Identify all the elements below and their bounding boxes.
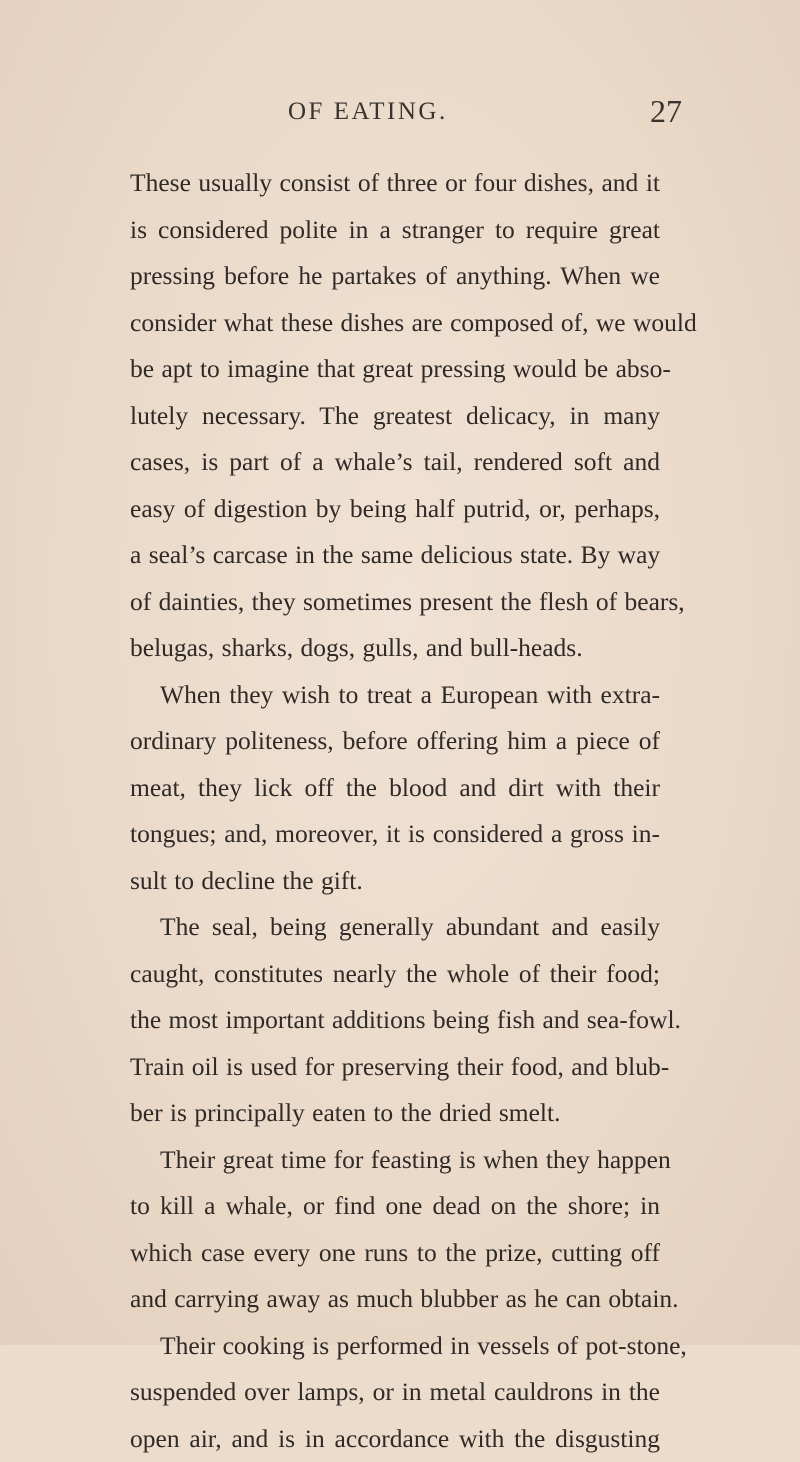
running-head [0,98,800,158]
text-line: and carrying away as much blubber as he can obtain. [130,1276,660,1323]
text-line: consider what these dishes are composed of, we would [130,300,660,347]
text-line: meat, they lick off the blood and dirt with their [130,765,660,812]
text-line: The seal, being generally abundant and easily [130,904,660,951]
text-line: pressing before he partakes of anything. When we [130,253,660,300]
text-line: the most important additions being fish and sea-fowl. [130,997,660,1044]
text-line: easy of digestion by being half putrid, or, perhaps, [130,486,660,533]
body-text [130,160,660,1462]
text-line: a seal’s carcase in the same delicious state. By way [130,532,660,579]
text-line: to kill a whale, or find one dead on the shore; in [130,1183,660,1230]
text-line: is considered polite in a stranger to require great [130,207,660,254]
text-line: When they wish to treat a European with extra- [130,672,660,719]
text-line: open air, and is in accordance with the disgusting [130,1416,660,1462]
text-line: Their great time for feasting is when they happen [130,1137,660,1184]
text-line: Their cooking is performed in vessels of pot-stone, [130,1323,660,1370]
text-line: of dainties, they sometimes present the flesh of bears, [130,579,660,626]
text-line: tongues; and, moreover, it is considered a gross in- [130,811,660,858]
text-line: ber is principally eaten to the dried smelt. [130,1090,660,1137]
text-line: be apt to imagine that great pressing would be abso- [130,346,660,393]
text-line: sult to decline the gift. [130,858,660,905]
text-line: suspended over lamps, or in metal cauldrons in the [130,1369,660,1416]
text-line: ordinary politeness, before offering him a piece of [130,718,660,765]
text-line: which case every one runs to the prize, cutting off [130,1230,660,1277]
text-line: These usually consist of three or four dishes, and it [130,160,660,207]
running-title: OF EATING. [288,98,448,126]
text-line: cases, is part of a whale’s tail, rendered soft and [130,439,660,486]
text-line: Train oil is used for preserving their food, and blub- [130,1044,660,1091]
text-line: lutely necessary. The greatest delicacy, in many [130,393,660,440]
text-line: belugas, sharks, dogs, gulls, and bull-heads. [130,625,660,672]
text-line: caught, constitutes nearly the whole of their food; [130,951,660,998]
page-number: 27 [650,93,682,130]
